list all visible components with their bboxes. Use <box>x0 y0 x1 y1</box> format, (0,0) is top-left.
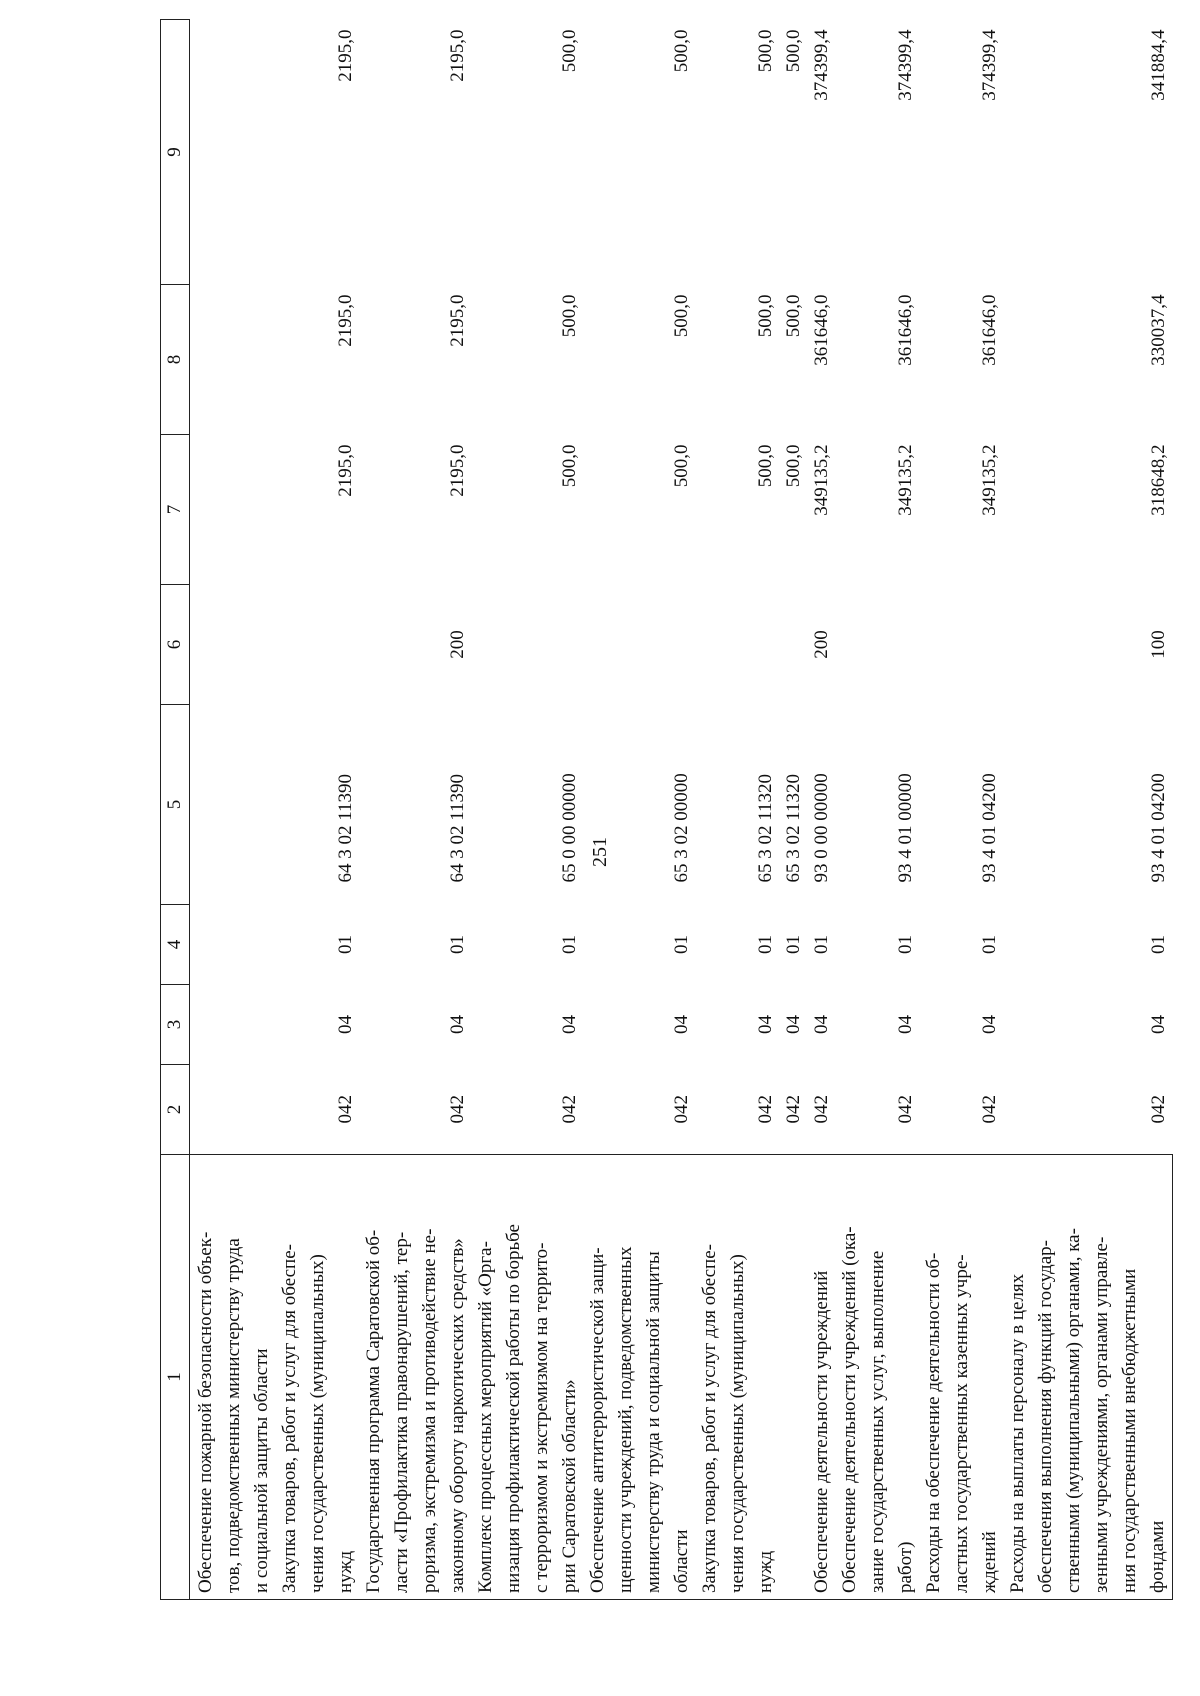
page-number: 251 <box>589 837 611 867</box>
table-row <box>780 20 836 1600</box>
cell-col9: 2195,0 <box>447 29 468 82</box>
cell-col9: 500,0 <box>559 29 580 73</box>
row-name: Расходы на обеспечение деятельности об- ластных государственных казенных учре- ждений <box>920 1155 1004 1600</box>
cell-col8: 2195,0 <box>335 294 356 347</box>
column-header: 7 <box>161 435 190 585</box>
cell-col2: 042 <box>895 1095 916 1124</box>
cell-col2: 042 <box>979 1095 1000 1124</box>
cell-col4: 01 <box>447 935 468 954</box>
cell-col5: 65 3 02 00000 <box>671 773 692 883</box>
cell-col5: 93 4 01 04200 <box>979 773 1000 883</box>
cell-col9: 374399,4 <box>979 29 1000 101</box>
column-header: 6 <box>161 585 190 705</box>
cell-col6 <box>836 585 920 705</box>
cell-col2: 042 <box>447 1095 468 1124</box>
cell-col3: 04 <box>447 1015 468 1034</box>
row-name: Закупка товаров, работ и услуг для обеспе- чения государственных (муниципальных) нужд <box>276 1155 360 1600</box>
cell-col4: 01 <box>755 935 776 954</box>
cell-col2: 042 <box>1147 1095 1169 1124</box>
cell-col3: 04 <box>671 1015 692 1034</box>
cell-col9 <box>190 20 277 285</box>
row-name: Обеспечение антитеррористической защи- щенности учреждений, подведомственных министерству труда и социальной защиты области <box>584 1155 696 1600</box>
cell-col6: 100 <box>1147 630 1169 659</box>
table-row <box>836 20 920 1600</box>
cell-col5: 65 3 02 11320 <box>755 773 776 883</box>
cell-col7: 349135,2 <box>895 444 916 516</box>
cell-col6 <box>472 585 584 705</box>
table-row <box>472 20 584 1600</box>
budget-table <box>160 19 1173 1600</box>
cell-col9: 341884,4 <box>1147 29 1169 101</box>
cell-col5: 65 3 02 11320 93 0 00 00000 <box>783 773 832 883</box>
table-row <box>360 20 472 1600</box>
cell-col9: 500,0 <box>755 29 776 73</box>
cell-col4: 01 <box>1147 935 1169 954</box>
column-header: 8 <box>161 285 190 435</box>
cell-col4: 01 <box>671 935 692 954</box>
cell-col8: 330037,4 <box>1147 294 1169 366</box>
cell-col9: 500,0 374399,4 <box>783 29 832 101</box>
cell-col2: 042 <box>671 1095 692 1124</box>
cell-col7: 500,0 <box>755 444 776 488</box>
cell-col9: 374399,4 <box>895 29 916 101</box>
cell-col3 <box>190 985 277 1065</box>
row-name: Закупка товаров, работ и услуг для обеспе- чения государственных (муниципальных) нужд <box>696 1155 780 1600</box>
row-name: Государственная программа Саратовской об- ласти «Профилактика правонарушений, тер- роризма, экстремизма и противодействие не- законному обороту наркотических средств» <box>360 1155 472 1600</box>
cell-col5: 93 4 01 04200 <box>1147 773 1169 883</box>
cell-col8: 2195,0 <box>447 294 468 347</box>
column-header: 3 <box>161 985 190 1065</box>
column-header: 9 <box>161 20 190 285</box>
cell-col2 <box>190 1065 277 1155</box>
row-name: Расходы на выплаты персоналу в целях обеспечения выполнения функций государ- ственными (муниципальными) органами, ка- зенными учреждениями, органами управле- ния государственными внебюджетными фондами <box>1004 1155 1173 1600</box>
cell-col4: 01 <box>559 935 580 954</box>
column-header: 1 <box>161 1155 190 1600</box>
cell-col7: 318648,2 <box>1147 444 1169 516</box>
table-row <box>696 20 780 1600</box>
cell-col3: 04 <box>335 1015 356 1034</box>
cell-col3: 04 04 <box>783 1015 832 1034</box>
cell-col2: 042 042 <box>783 1095 832 1124</box>
column-header: 5 <box>161 705 190 905</box>
cell-col5: 65 0 00 00000 <box>559 773 580 883</box>
cell-col3: 04 <box>895 1015 916 1034</box>
cell-col6: 200 <box>811 630 832 659</box>
cell-col7: 2195,0 <box>335 444 356 497</box>
cell-col4 <box>190 905 277 985</box>
cell-col7: 500,0 349135,2 <box>783 444 832 516</box>
cell-col9: 500,0 <box>671 29 692 73</box>
cell-col8 <box>190 285 277 435</box>
cell-col4: 01 01 <box>783 935 832 954</box>
cell-col6 <box>190 585 277 705</box>
table-row <box>276 20 360 1600</box>
row-name: Комплекс процессных мероприятий «Орга- низация профилактической работы по борьбе с терроризмом и экстремизмом на террито- рии Саратовской области» <box>472 1155 584 1600</box>
cell-col6 <box>584 585 696 705</box>
cell-col4: 01 <box>979 935 1000 954</box>
cell-col6 <box>920 585 1004 705</box>
cell-col2: 042 <box>755 1095 776 1124</box>
table-row <box>1004 20 1173 1600</box>
cell-col5 <box>190 705 277 905</box>
cell-col2: 042 <box>335 1095 356 1124</box>
cell-col5: 64 3 02 11390 <box>447 773 468 883</box>
cell-col4: 01 <box>895 935 916 954</box>
row-name: Обеспечение пожарной безопасности объек- тов, подведомственных министерству труда и социальной защиты области <box>190 1155 277 1600</box>
table-row <box>190 20 277 1600</box>
cell-col7: 2195,0 <box>447 444 468 497</box>
cell-col7 <box>190 435 277 585</box>
cell-col7: 500,0 <box>559 444 580 488</box>
cell-col5: 93 4 01 00000 <box>895 773 916 883</box>
cell-col6 <box>276 585 360 705</box>
cell-col6: 200 <box>447 630 468 659</box>
cell-col7: 500,0 <box>671 444 692 488</box>
header-row <box>161 20 190 1600</box>
table-row <box>920 20 1004 1600</box>
table-row <box>584 20 696 1600</box>
cell-col8: 500,0 <box>755 294 776 338</box>
row-name: Обеспечение деятельности учреждений (ока- зание государственных услуг, выполнение работ) <box>836 1155 920 1600</box>
cell-col8: 500,0 361646,0 <box>783 294 832 366</box>
cell-col2: 042 <box>559 1095 580 1124</box>
cell-col6 <box>696 585 780 705</box>
cell-col3: 04 <box>979 1015 1000 1034</box>
cell-col3: 04 <box>1147 1015 1169 1034</box>
column-header: 2 <box>161 1065 190 1155</box>
cell-col7: 349135,2 <box>979 444 1000 516</box>
cell-col8: 361646,0 <box>895 294 916 366</box>
cell-col9: 2195,0 <box>335 29 356 82</box>
cell-col8: 500,0 <box>671 294 692 338</box>
cell-col5: 64 3 02 11390 <box>335 773 356 883</box>
cell-col3: 04 <box>755 1015 776 1034</box>
cell-col4: 01 <box>335 935 356 954</box>
cell-col3: 04 <box>559 1015 580 1034</box>
column-header: 4 <box>161 905 190 985</box>
row-name: Обеспечение деятельности учреждений <box>780 1155 836 1600</box>
budget-table-rotated <box>160 20 1169 1600</box>
cell-col8: 500,0 <box>559 294 580 338</box>
cell-col8: 361646,0 <box>979 294 1000 366</box>
